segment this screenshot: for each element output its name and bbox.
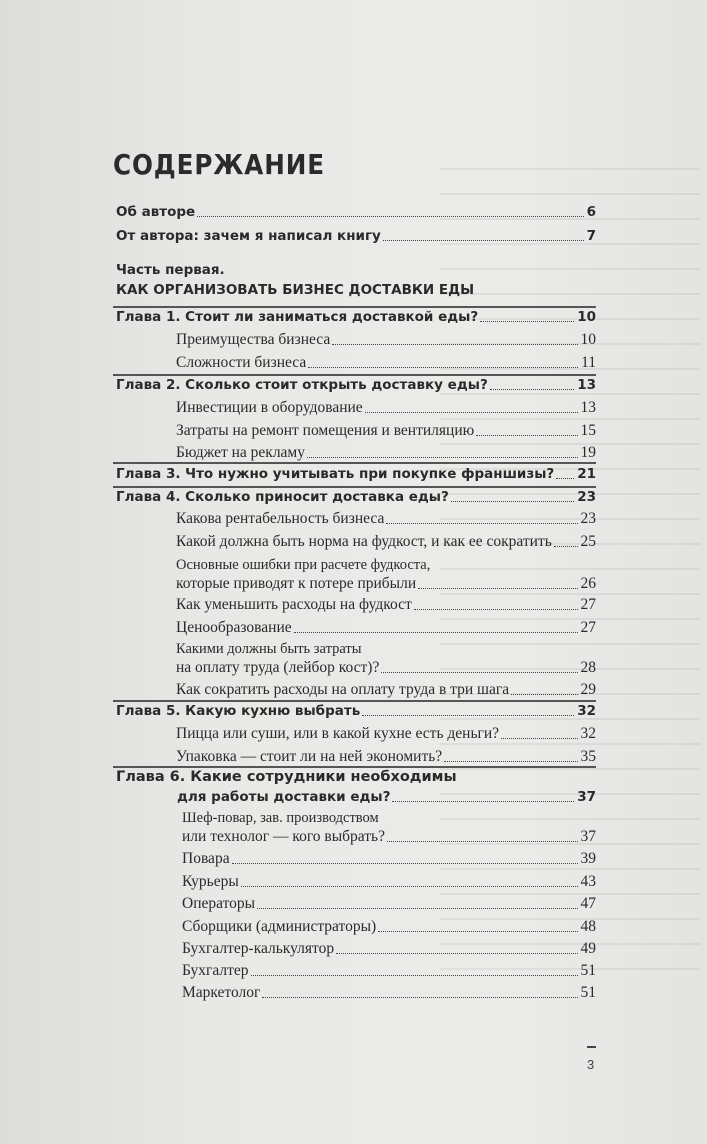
section-entry: Бухгалтер-калькулятор 49 <box>182 940 596 957</box>
section-entry: которые приводят к потере прибыли 26 <box>176 575 596 592</box>
chapter-divider <box>113 462 596 464</box>
section-entry: Инвестиции в оборудование 13 <box>176 399 596 416</box>
chapter-2-entry: Глава 2. Сколько стоит открыть доставку еды? 13 <box>116 377 596 393</box>
section-entry: Сложности бизнеса 11 <box>176 354 596 371</box>
toc-entry-from-author: От автора: зачем я написал книгу 7 <box>116 228 596 244</box>
part-title: КАК ОРГАНИЗОВАТЬ БИЗНЕС ДОСТАВКИ ЕДЫ <box>116 282 475 298</box>
section-entry-line1: Шеф-повар, зав. производством <box>182 810 379 826</box>
section-entry: Сборщики (администраторы) 48 <box>182 918 596 935</box>
section-entry: Какой должна быть норма на фудкост, и как ее сократить 25 <box>176 533 596 550</box>
section-entry: Преимущества бизнеса 10 <box>176 331 596 348</box>
section-entry: Курьеры 43 <box>182 873 596 890</box>
section-entry: на оплату труда (лейбор кост)? 28 <box>176 659 596 676</box>
section-entry: Ценообразование 27 <box>176 619 596 636</box>
section-entry: Маркетолог 51 <box>182 984 596 1001</box>
page-number-dash <box>587 1046 596 1048</box>
section-entry: Как сократить расходы на оплату труда в три шага 29 <box>176 681 596 698</box>
section-entry: Пицца или суши, или в какой кухне есть деньги? 32 <box>176 725 596 742</box>
chapter-3-entry: Глава 3. Что нужно учитывать при покупке франшизы? 21 <box>116 466 596 482</box>
section-entry: Затраты на ремонт помещения и вентиляцию 15 <box>176 422 596 439</box>
section-entry-line1: Основные ошибки при расчете фудкоста, <box>176 557 431 573</box>
section-entry: Бюджет на рекламу 19 <box>176 444 596 461</box>
part-label: Часть первая. <box>116 262 225 278</box>
section-entry: Бухгалтер 51 <box>182 962 596 979</box>
section-entry: Как уменьшить расходы на фудкост 27 <box>176 596 596 613</box>
bleed-through-text <box>440 150 700 970</box>
chapter-6-entry: для работы доставки еды? 37 <box>177 789 596 805</box>
toc-title: СОДЕРЖАНИЕ <box>113 148 325 181</box>
chapter-6-entry-line1: Глава 6. Какие сотрудники необходимы <box>116 769 457 785</box>
section-entry-line1: Какими должны быть затраты <box>176 641 362 657</box>
chapter-4-entry: Глава 4. Сколько приносит доставка еды? 23 <box>116 489 596 505</box>
section-entry: Упаковка — стоит ли на ней экономить? 35 <box>176 748 596 765</box>
section-entry: Какова рентабельность бизнеса 23 <box>176 510 596 527</box>
section-entry: Операторы 47 <box>182 895 596 912</box>
page-number: 3 <box>587 1057 595 1072</box>
section-entry: или технолог — кого выбрать? 37 <box>182 828 596 845</box>
toc-entry-about-author: Об авторе 6 <box>116 204 596 220</box>
section-entry: Повара 39 <box>182 850 596 867</box>
chapter-1-entry: Глава 1. Стоит ли заниматься доставкой еды? 10 <box>116 309 596 325</box>
chapter-5-entry: Глава 5. Какую кухню выбрать 32 <box>116 703 596 719</box>
